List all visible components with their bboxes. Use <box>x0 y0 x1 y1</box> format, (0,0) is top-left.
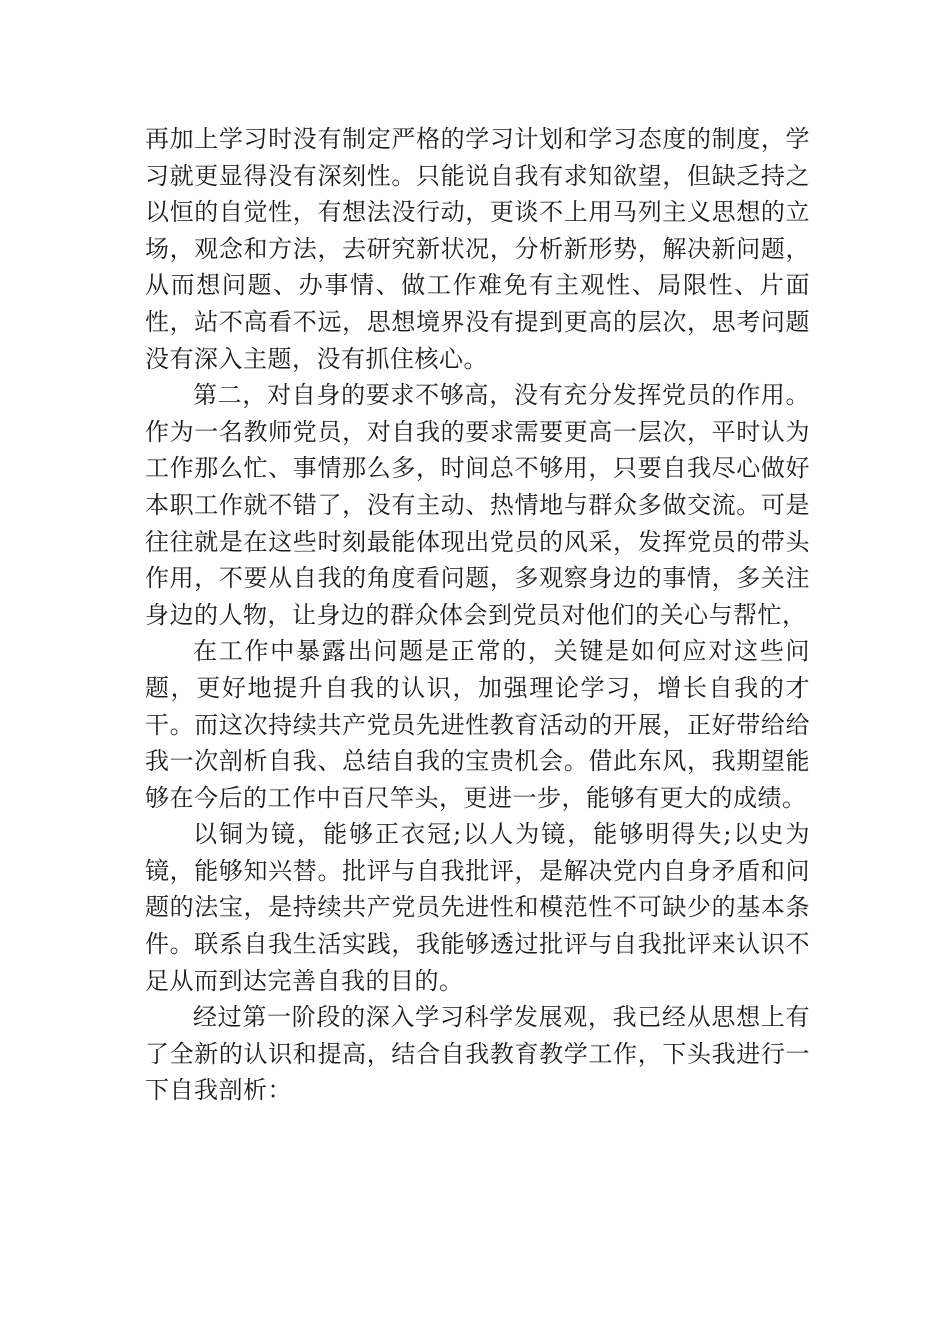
paragraph-1: 再加上学习时没有制定严格的学习计划和学习态度的制度，学习就更显得没有深刻性。只能说自我有求知欲望，但缺乏持之以恒的自觉性，有想法没行动，更谈不上用马列主义思想的立场，观念和方法，去研究新状况，分析新形势，解决新问题，从而想问题、办事情、做工作难免有主观性、局限性、片面性，站不高看不远，思想境界没有提到更高的层次，思考问题没有深入主题，没有抓住核心。 <box>145 125 810 373</box>
paragraph-2: 第二，对自身的要求不够高，没有充分发挥党员的作用。作为一名教师党员，对自我的要求需要更高一层次，平时认为工作那么忙、事情那么多，时间总不够用，只要自我尽心做好本职工作就不错了，没有主动、热情地与群众多做交流。可是往往就是在这些时刻最能体现出党员的风采，发挥党员的带头作用，不要从自我的角度看问题，多观察身边的事情，多关注身边的人物，让身边的群众体会到党员对他们的关心与帮忙， <box>145 381 810 629</box>
paragraph-4: 以铜为镜，能够正衣冠;以人为镜，能够明得失;以史为镜，能够知兴替。批评与自我批评，是解决党内自身矛盾和问题的法宝，是持续共产党员先进性和模范性不可缺少的基本条件。联系自我生活实践，我能够透过批评与自我批评来认识不足从而到达完善自我的目的。 <box>145 820 810 995</box>
document-body <box>145 121 810 1109</box>
paragraph-5: 经过第一阶段的深入学习科学发展观，我已经从思想上有了全新的认识和提高，结合自我教育教学工作，下头我进行一下自我剖析： <box>145 1003 810 1105</box>
paragraph-3: 在工作中暴露出问题是正常的，关键是如何应对这些问题，更好地提升自我的认识，加强理论学习，增长自我的才干。而这次持续共产党员先进性教育活动的开展，正好带给给我一次剖析自我、总结自我的宝贵机会。借此东风，我期望能够在今后的工作中百尺竿头，更进一步，能够有更大的成绩。 <box>145 637 810 812</box>
